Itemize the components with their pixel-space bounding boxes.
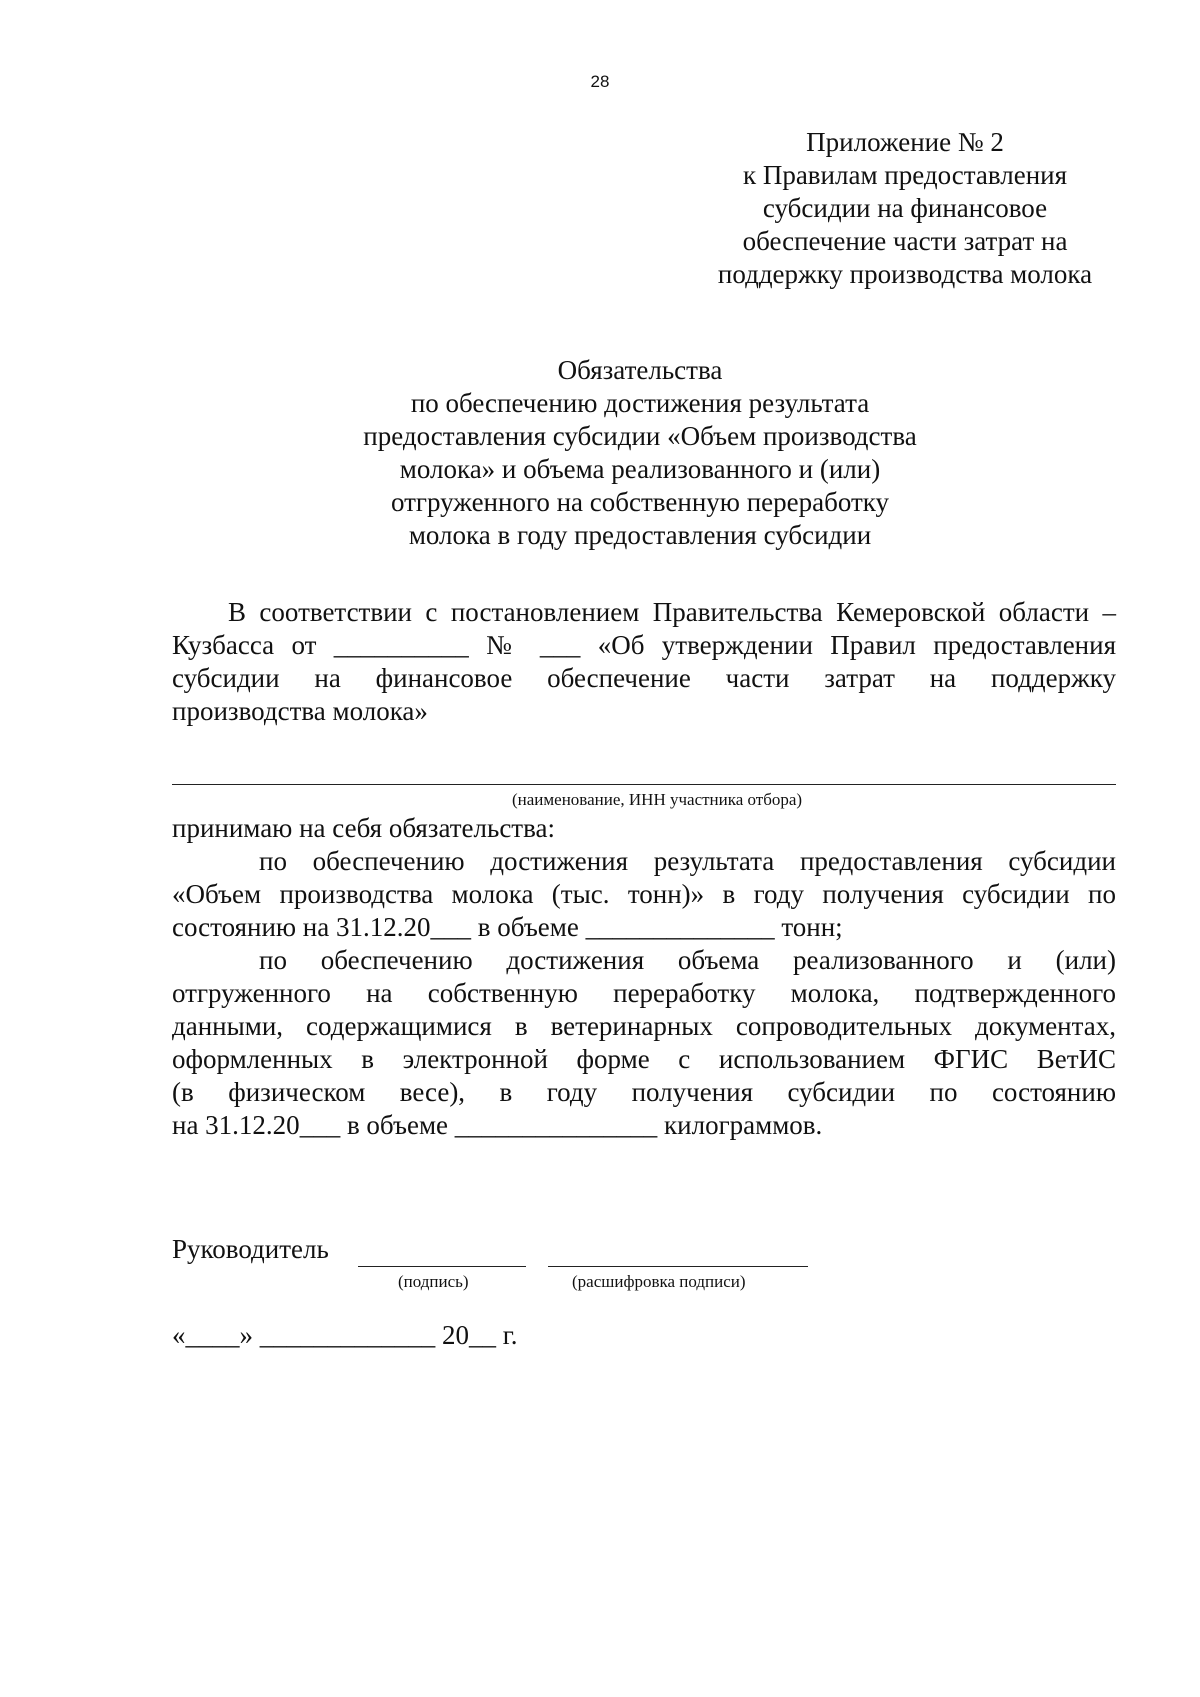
intro-line — [172, 629, 1116, 662]
intro-text: «Об утверждении Правил предоставления — [580, 630, 1116, 660]
page-number: 28 — [590, 72, 610, 91]
obligation-text: состоянию на 31.12.20 — [172, 912, 431, 942]
title-line: молока» и объема реализованного и (или) — [399, 454, 881, 484]
obligation-1-line — [172, 911, 1116, 944]
date-text: « — [172, 1320, 186, 1350]
intro-text: № — [468, 630, 540, 660]
obligation-text: в объеме — [340, 1110, 455, 1140]
appendix-line: Приложение № 2 — [806, 127, 1004, 157]
obligation-2-line: (в физическом весе), в году получения субсидии по состоянию — [172, 1077, 1116, 1107]
kilograms-blank: _______________ — [454, 1110, 658, 1140]
date-text: 20 — [442, 1320, 469, 1350]
date-line — [172, 1320, 518, 1351]
obligation-text: в объеме — [471, 912, 586, 942]
signature-caption: (подпись) — [398, 1272, 469, 1291]
date-text: » — [239, 1320, 253, 1350]
year-blank: ___ — [430, 912, 471, 942]
year-blank: __ — [469, 1320, 496, 1350]
date-text: г. — [496, 1320, 518, 1350]
day-blank: ____ — [185, 1320, 240, 1350]
obligation-2-line — [172, 1109, 1116, 1142]
obligation-1-line: «Объем производства молока (тыс. тонн)» в году получения субсидии по — [172, 879, 1116, 909]
title-line: молока в году предоставления субсидии — [408, 520, 872, 550]
title-line: отгруженного на собственную переработку — [390, 487, 890, 517]
intro-text: Кузбасса от — [172, 630, 334, 660]
participant-name-line — [172, 784, 1116, 785]
obligation-2-line: по обеспечению достижения объема реализованного и (или) — [259, 945, 1116, 975]
appendix-heading — [690, 126, 1120, 291]
intro-line: субсидии на финансовое обеспечение части затрат на поддержку — [172, 663, 1116, 693]
obligation-2-line: данными, содержащимися в ветеринарных сопроводительных документах, — [172, 1011, 1116, 1041]
appendix-line: обеспечение части затрат на — [742, 226, 1068, 256]
participant-caption: (наименование, ИНН участника отбора) — [512, 790, 803, 809]
obligation-1-line: по обеспечению достижения результата предоставления субсидии — [259, 846, 1116, 876]
title-line: Обязательства — [557, 355, 723, 385]
intro-paragraph — [172, 596, 1116, 728]
obligations-block — [172, 812, 1116, 1142]
obligation-2-line: отгруженного на собственную переработку молока, подтвержденного — [172, 978, 1116, 1008]
signature-line — [358, 1266, 526, 1267]
appendix-line: поддержку производства молока — [717, 259, 1093, 289]
decoding-caption: (расшифровка подписи) — [572, 1272, 746, 1291]
obligation-2-line: оформленных в электронной форме с использованием ФГИС ВетИС — [172, 1044, 1116, 1074]
appendix-line: субсидии на финансовое — [762, 193, 1048, 223]
obligations-lead: принимаю на себя обязательства: — [172, 813, 555, 843]
signature-decoding-line — [548, 1266, 808, 1267]
year-blank: ___ — [299, 1110, 341, 1140]
obligation-text: килограммов. — [657, 1110, 823, 1140]
tonnes-blank: ______________ — [585, 912, 775, 942]
obligation-text: на 31.12.20 — [172, 1110, 300, 1140]
decree-date-blank: __________ — [333, 630, 469, 660]
intro-line: производства молока» — [172, 696, 428, 726]
appendix-line: к Правилам предоставления — [742, 160, 1068, 190]
month-blank: _____________ — [259, 1320, 436, 1350]
title-line: по обеспечению достижения результата — [410, 388, 870, 418]
document-title — [170, 354, 1110, 552]
signatory-label: Руководитель — [172, 1234, 329, 1264]
obligation-text: тонн; — [774, 912, 843, 942]
title-line: предоставления субсидии «Объем производства — [363, 421, 917, 451]
decree-number-blank: ___ — [539, 630, 581, 660]
intro-line: В соответствии с постановлением Правительства Кемеровской области – — [228, 597, 1116, 627]
